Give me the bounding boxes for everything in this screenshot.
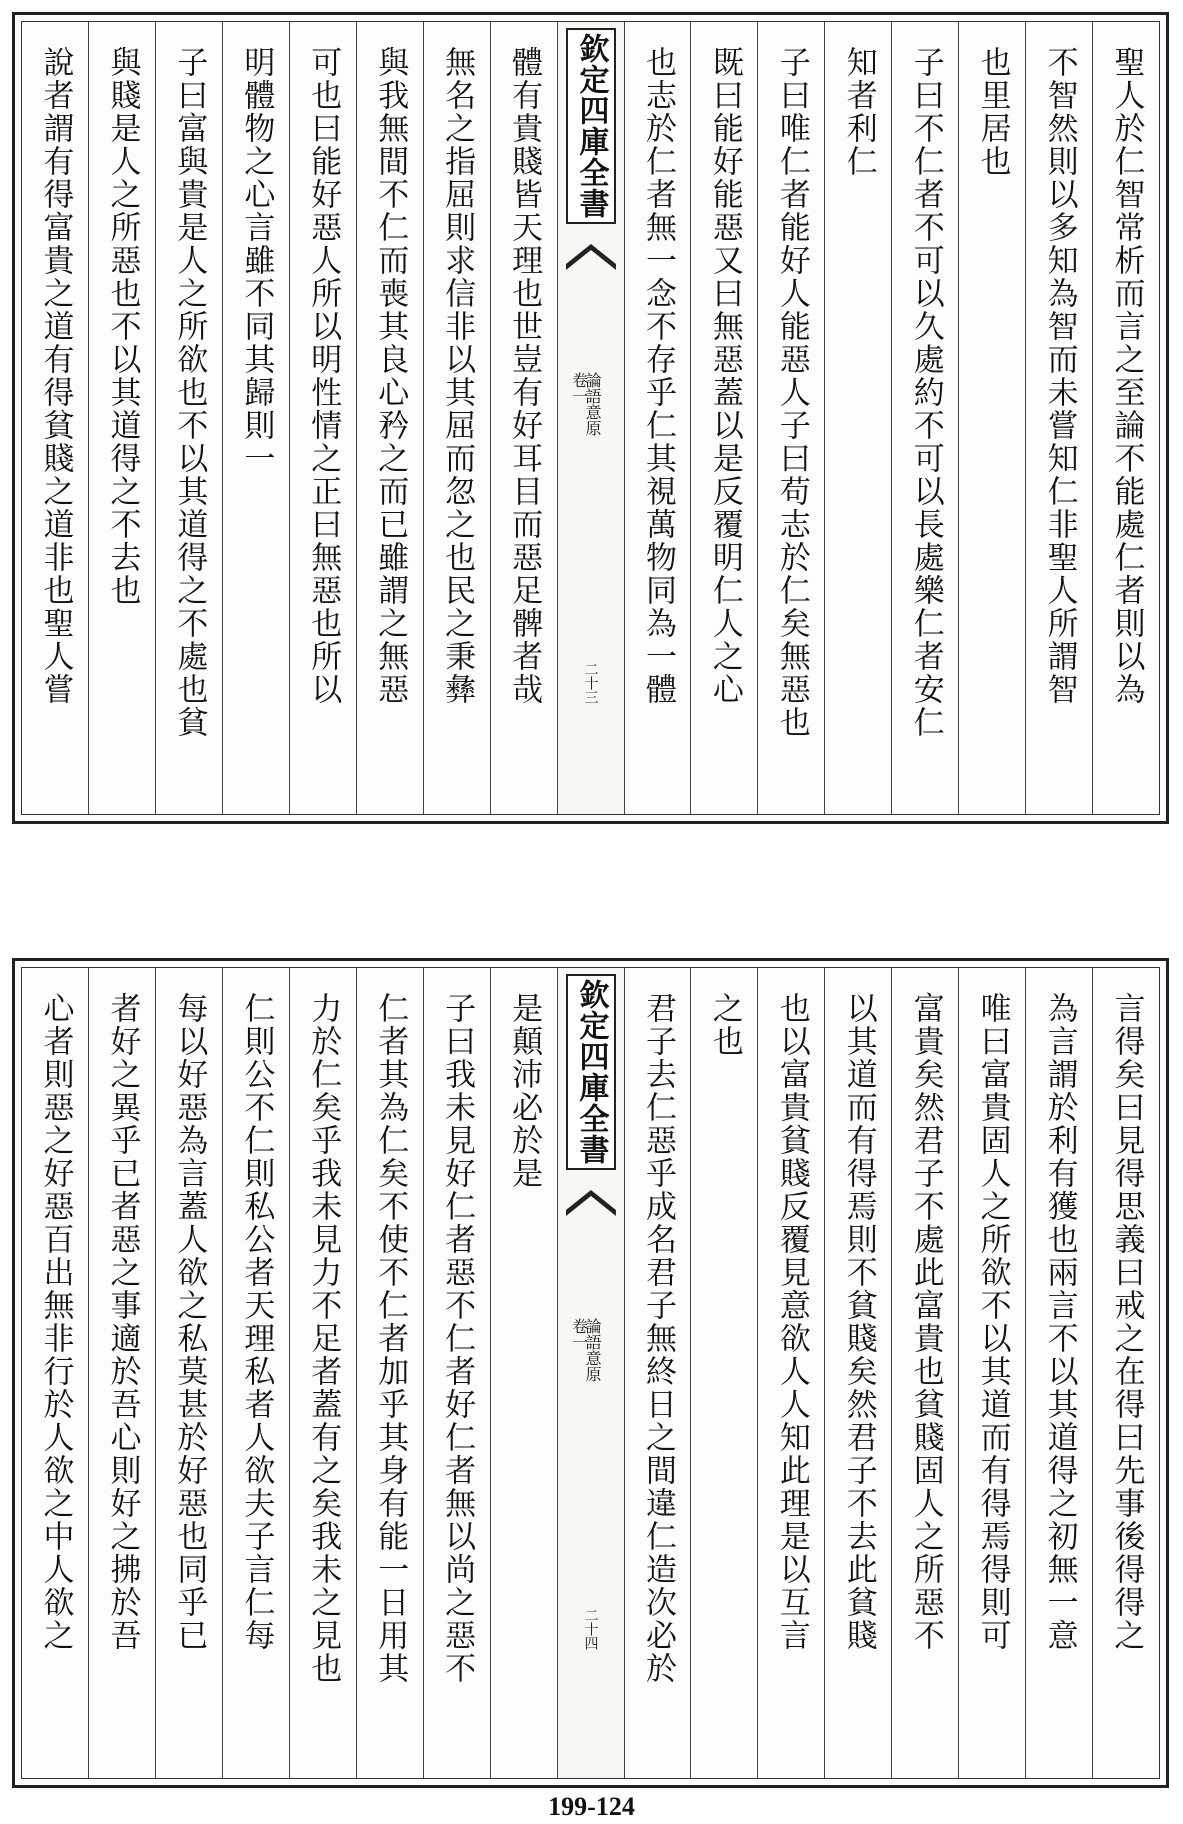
- text-column: 心者則惡之好惡百出無非行於人欲之中人欲之: [37, 992, 74, 1652]
- text-column: 也志於仁者無一念不存乎仁其視萬物同為一體: [624, 22, 691, 814]
- text-column: 言得矣曰見得思義曰戒之在得曰先事後得得之: [1092, 968, 1159, 1778]
- text-column: 明體物之心言雖不同其歸則一: [222, 22, 289, 814]
- volume-label: 卷一: [569, 372, 589, 404]
- text-column: 子曰唯仁者能好人能惡人子曰苟志於仁矣無惡也: [757, 22, 824, 814]
- text-column: 也里居也: [958, 22, 1025, 814]
- text-column: 之也: [690, 968, 757, 1778]
- text-column: 仁者其為仁矣不使不仁者加乎其身有能一日用其: [356, 968, 423, 1778]
- text-column: 與賤是人之所惡也不以其道得之不去也: [88, 22, 155, 814]
- text-column: 是顛沛必於是: [490, 968, 557, 1778]
- text-column: 知者利仁: [824, 22, 891, 814]
- text-column: 說者謂有得富貴之道有得貧賤之道非也聖人嘗: [37, 46, 74, 706]
- page-number-footer: 199-124: [548, 1792, 635, 1821]
- book-title: 欽定四庫全書: [566, 974, 616, 1170]
- text-column: 仁則公不仁則私公者天理私者人欲夫子言仁每: [222, 968, 289, 1778]
- center-fold-column: [557, 968, 624, 1778]
- text-column: 富貴矣然君子不處此富貴也貧賤固人之所惡不: [891, 968, 958, 1778]
- text-column: 可也曰能好惡人所以明性情之正曰無惡也所以: [289, 22, 356, 814]
- lower-page-frame: [21, 967, 1160, 1779]
- chapter-name: 論語意原: [583, 1318, 603, 1382]
- fishtail-mark-icon: [566, 1190, 616, 1216]
- upper-page-frame: [21, 21, 1160, 815]
- text-column: 不智然則以多知為智而未嘗知仁非聖人所謂智: [1025, 22, 1092, 814]
- text-column: 為言謂於利有獲也兩言不以其道得之初無一意: [1025, 968, 1092, 1778]
- volume-label: 卷一: [569, 1318, 589, 1350]
- folio-number: 二十三: [582, 662, 599, 704]
- text-column: 君子去仁惡乎成名君子無終日之間違仁造次必於: [624, 968, 691, 1778]
- text-column: 每以好惡為言蓋人欲之私莫甚於好惡也同乎已: [155, 968, 222, 1778]
- upper-page-columns: [22, 22, 1159, 814]
- text-column: 也以富貴貧賤反覆見意欲人人知此理是以互言: [757, 968, 824, 1778]
- text-column: 力於仁矣乎我未見力不足者蓋有之矣我未之見也: [289, 968, 356, 1778]
- text-column: 聖人於仁智常析而言之至論不能處仁者則以為: [1092, 22, 1159, 814]
- book-title: 欽定四庫全書: [566, 28, 616, 224]
- chapter-name: 論語意原: [583, 372, 603, 436]
- upper-page: [12, 12, 1169, 824]
- text-column: 者好之異乎已者惡之事適於吾心則好之拂於吾: [88, 968, 155, 1778]
- text-column: 體有貴賤皆天理也世豈有好耳目而惡足髀者哉: [490, 22, 557, 814]
- text-column: 與我無間不仁而喪其良心矜之而已雖謂之無惡: [356, 22, 423, 814]
- text-column: 無名之指屈則求信非以其屈而忽之也民之秉彝: [423, 22, 490, 814]
- text-column: 子曰富與貴是人之所欲也不以其道得之不處也貧: [155, 22, 222, 814]
- folio-number: 二十四: [582, 1608, 599, 1650]
- text-column: 唯曰富貴固人之所欲不以其道而有得焉得則可: [958, 968, 1025, 1778]
- center-fold-column: [557, 22, 624, 814]
- lower-page-columns: [22, 968, 1159, 1778]
- text-column: 既曰能好能惡又曰無惡蓋以是反覆明仁人之心: [690, 22, 757, 814]
- lower-page: [12, 958, 1169, 1788]
- text-column: 以其道而有得焉則不貧賤矣然君子不去此貧賤: [824, 968, 891, 1778]
- text-column: 子曰不仁者不可以久處約不可以長處樂仁者安仁: [891, 22, 958, 814]
- text-column: 子曰我未見好仁者惡不仁者好仁者無以尚之惡不: [423, 968, 490, 1778]
- fishtail-mark-icon: [566, 244, 616, 270]
